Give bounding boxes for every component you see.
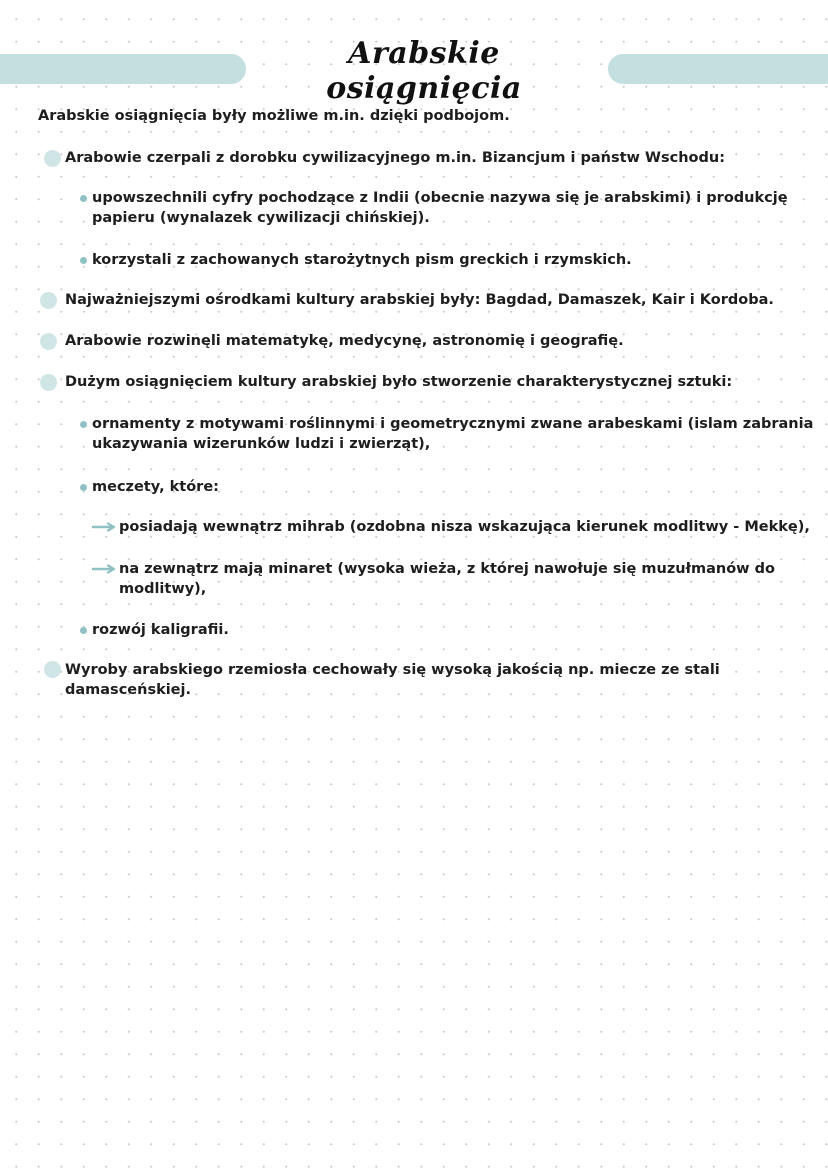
point-4-sub-1-line-1: ornamenty z motywami roślinnymi i geometrycznymi zwane arabeskami (islam zabrania xyxy=(92,416,814,432)
point-2-text: Najważniejszymi ośrodkami kultury arabskiej były: Bagdad, Damaszek, Kair i Kordoba. xyxy=(65,292,774,308)
bullet-dot xyxy=(44,661,61,678)
bullet-dot xyxy=(40,333,57,350)
point-1-sub-2: korzystali z zachowanych starożytnych pism greckich i rzymskich. xyxy=(92,252,632,268)
point-4-text: Dużym osiągnięciem kultury arabskiej było stworzenie charakterystycznej sztuki: xyxy=(65,374,733,390)
title-banner-right xyxy=(608,54,828,84)
point-3-text: Arabowie rozwinęli matematykę, medycynę, astronomię i geografię. xyxy=(65,333,624,349)
point-4-sub-1-line-2: ukazywania wizerunków ludzi i zwierząt), xyxy=(92,436,431,452)
sub-bullet-dot xyxy=(80,257,87,264)
point-1-sub-1-line-1: upowszechnili cyfry pochodzące z Indii (obecnie nazywa się je arabskimi) i produkcję xyxy=(92,190,788,206)
bullet-dot xyxy=(40,292,57,309)
page-title: Arabskie osiągnięcia xyxy=(326,36,522,106)
title-banner-left xyxy=(0,54,246,84)
sub-bullet-dot xyxy=(80,484,87,491)
bullet-dot xyxy=(40,374,57,391)
point-1-sub-1-line-2: papieru (wynalazek cywilizacji chińskiej). xyxy=(92,210,430,226)
point-4-arrow-2-line-2: modlitwy), xyxy=(119,581,207,597)
sub-bullet-dot xyxy=(80,421,87,428)
point-4-arrow-1: posiadają wewnątrz mihrab (ozdobna nisza wskazująca kierunek modlitwy - Mekkę), xyxy=(119,519,810,535)
sub-bullet-dot xyxy=(80,195,87,202)
intro-text: Arabskie osiągnięcia były możliwe m.in. dzięki podbojom. xyxy=(38,108,510,124)
point-4-sub-2: meczety, które: xyxy=(92,479,219,495)
point-1-text: Arabowie czerpali z dorobku cywilizacyjnego m.in. Bizancjum i państw Wschodu: xyxy=(65,150,725,166)
point-5-line-2: damasceńskiej. xyxy=(65,682,191,698)
sub-bullet-dot xyxy=(80,627,87,634)
arrow-right-icon xyxy=(92,522,118,532)
point-4-sub-3: rozwój kaligrafii. xyxy=(92,622,229,638)
arrow-right-icon xyxy=(92,564,118,574)
point-5-line-1: Wyroby arabskiego rzemiosła cechowały się wysoką jakością np. miecze ze stali xyxy=(65,662,720,678)
bullet-dot xyxy=(44,150,61,167)
point-4-arrow-2-line-1: na zewnątrz mają minaret (wysoka wieża, z której nawołuje się muzułmanów do xyxy=(119,561,775,577)
